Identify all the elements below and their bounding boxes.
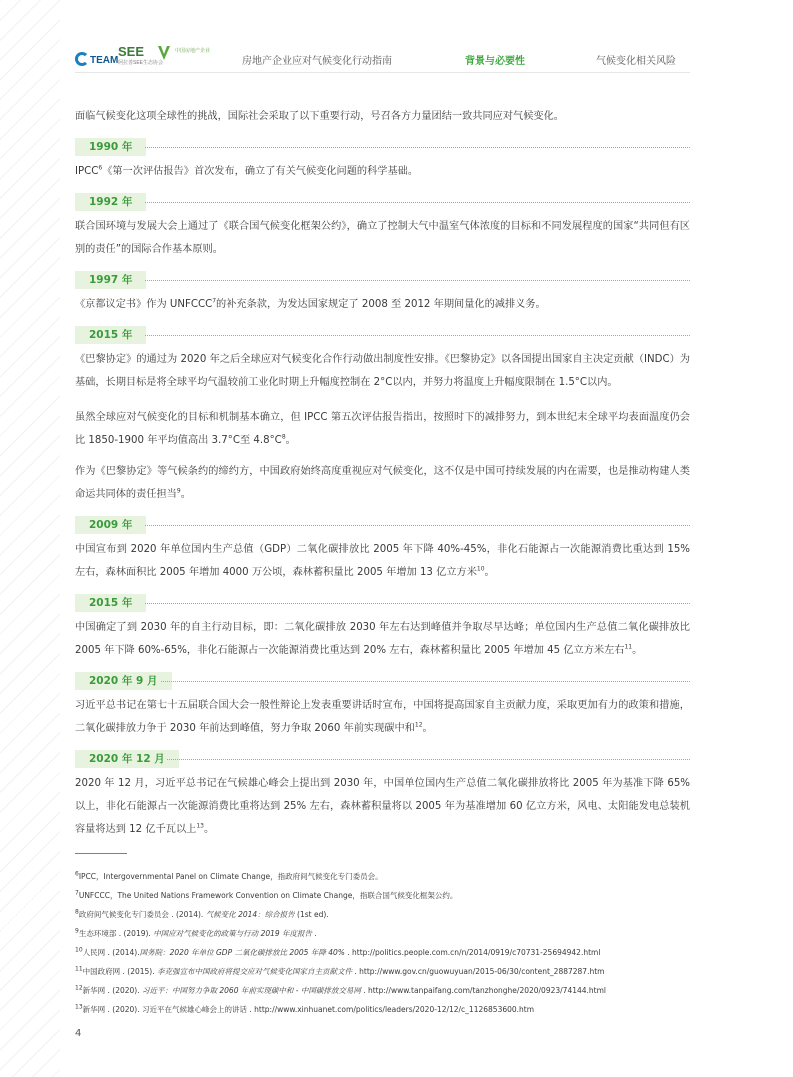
footnote-ref: 12	[414, 721, 423, 729]
decorative-stripes	[0, 0, 60, 1077]
dotted-divider	[145, 603, 690, 604]
footnote-ref: 9	[176, 487, 181, 495]
footnote-ref: 11	[624, 643, 633, 651]
event-text: 习近平总书记在第七十五届联合国大会一般性辩论上发表重要讲话时宣布，中国将提高国家自主贡献力度，采取更加有力的政策和措施，二氧化碳排放力争于 2030 年前达到峰值，努力争取 2060 年前实现碳中和$^{12}$。	[75, 700, 690, 734]
dotted-divider	[167, 759, 690, 760]
footnote-11[interactable]: $^{11}$中国政府网 . (2015). 李克强宣布中国政府将提交应对气候变化国家自主贡献文件 . http://www.gov.cn/guowuyuan/2015-06/30/content_2887287.htm	[75, 965, 605, 976]
footnotes	[75, 867, 715, 1019]
year-label: 2020 年 9 月	[75, 672, 172, 690]
dotted-divider	[145, 147, 690, 148]
footnote-ref: 8	[281, 433, 286, 441]
ipcc-paragraph: 虽然全球应对气候变化的目标和机制基本确立，但 IPCC 第五次评估报告指出，按照时下的减排努力，到本世纪末全球平均表面温度仍会比 1850-1900 年平均值高出 3.7°C至 $4.8^\circ C^8$。	[75, 412, 690, 446]
footnote-divider	[75, 853, 127, 854]
timeline-international	[75, 138, 690, 394]
intro-paragraph: 面临气候变化这项全球性的挑战，国际社会采取了以下重要行动，号召各方力量团结一致共同应对气候变化。	[75, 111, 564, 122]
year-header-1992	[75, 193, 690, 211]
year-header-1990	[75, 138, 690, 156]
year-header-2020-09	[75, 672, 690, 690]
dotted-divider	[145, 525, 690, 526]
dotted-divider	[145, 202, 690, 203]
see-logo-subtext: 阿拉善SEE生态协会	[118, 60, 164, 66]
v-logo-subtext: 中国房地产企业	[175, 48, 211, 54]
dotted-divider	[145, 280, 690, 281]
footnote-6: $^6$IPCC，Intergovernmental Panel on Climate Change，指政府间气候变化专门委员会。	[75, 870, 383, 881]
year-label: 2020 年 12 月	[75, 750, 179, 768]
footnote-ref: 10	[476, 565, 485, 573]
footnote-ref: 13	[196, 822, 204, 830]
cteam-logo-text: TEAM	[90, 55, 119, 66]
year-label: 2015 年	[75, 326, 146, 344]
year-label: 1992 年	[75, 193, 146, 211]
nav-climate-risk[interactable]: 气候变化相关风险	[596, 56, 676, 67]
dotted-divider	[145, 335, 690, 336]
header-divider	[75, 72, 690, 73]
event-text: 《京都议定书》作为 UNFCCC$^7$的补充条款，为发达国家规定了 2008 至 2012 年期间量化的减排义务。	[75, 297, 546, 310]
event-text: 联合国环境与发展大会上通过了《联合国气候变化框架公约》，确立了控制大气中温室气体浓度的目标和不同发展程度的国家“共同但有区别的责任”的国际合作基本原则。	[75, 221, 690, 255]
event-text: 中国确定了到 2030 年的自主行动目标，即：二氧化碳排放 2030 年左右达到峰值并争取尽早达峰；单位国内生产总值二氧化碳排放比 2005 年下降 60%-65%，非化石能源占一次能源消费比重达到 20% 左右，森林蓄积量比 2005 年增加 45 亿立方米左右$^{11}$。	[75, 622, 690, 656]
footnote-ref: 6	[98, 164, 103, 172]
year-header-1997	[75, 271, 690, 289]
cteam-logo	[75, 44, 118, 66]
main-content	[75, 105, 690, 841]
year-header-2020-12	[75, 750, 690, 768]
footnote-13[interactable]: $^{13}$新华网 . (2020). 习近平在气候雄心峰会上的讲话 . http://www.xinhuanet.com/politics/leaders/2020-12/12/c_1126853600.htm	[75, 1003, 535, 1014]
year-header-2015-china	[75, 594, 690, 612]
page-header	[0, 0, 793, 80]
event-text: 中国宣布到 2020 年单位国内生产总值（GDP）二氧化碳排放比 2005 年下降 40%-45%，非化石能源占一次能源消费比重达到 15% 左右，森林面积比 2005 年增加 4000 万公顷，森林蓄积量比 2005 年增加 13 亿立方米$^{10}$。	[75, 544, 690, 578]
footnote-7: $^7$UNFCCC，The United Nations Framework Convention on Climate Change，指联合国气候变化框架公约。	[75, 889, 458, 900]
footnote-9: $^9$生态环境部 . (2019). 中国应对气候变化的政策与行动 2019 年度报告 .	[75, 927, 317, 938]
year-label: 2009 年	[75, 516, 146, 534]
event-text: 《巴黎协定》的通过为 2020 年之后全球应对气候变化合作行动做出制度性安排。《巴黎协定》以各国提出国家自主决定贡献（INDC）为基础，长期目标是将全球平均气温较前工业化时期上升幅度控制在 2°C以内，并努力将温度上升幅度限制在 1.5°C以内。	[75, 354, 690, 388]
year-label: 1990 年	[75, 138, 146, 156]
see-logo-text: SEE	[118, 44, 145, 59]
footnote-12[interactable]: $^{12}$新华网 . (2020). 习近平：中国努力争取 2060 年前实现碳中和 - 中国碳排放交易网 . http://www.tanpaifang.com/tanzhonghe/2020/0923/74144.html	[75, 984, 606, 995]
footnote-8: $^8$政府间气候变化专门委员会 . (2014). 气候变化 2014：综合报告 (1st ed).	[75, 908, 329, 919]
cteam-c-icon	[75, 52, 89, 66]
event-text: IPCC$^6$《第一次评估报告》首次发布，确立了有关气候变化问题的科学基础。	[75, 164, 419, 177]
footnote-10[interactable]: $^{10}$人民网 . (2014).国务院：2020 年单位 GDP 二氧化碳排放比 2005 年降 40% . http://politics.people.com.cn/n/2014/0919/c70731-25694942.html	[75, 946, 601, 957]
year-header-2009	[75, 516, 690, 534]
timeline-china	[75, 516, 690, 841]
dotted-divider	[161, 681, 690, 682]
year-label: 2015 年	[75, 594, 146, 612]
nav-background[interactable]: 背景与必要性	[465, 56, 525, 67]
nav-guide-title[interactable]: 房地产企业应对气候变化行动指南	[242, 56, 392, 67]
v-logo-icon	[157, 45, 171, 61]
year-header-2015-paris	[75, 326, 690, 344]
china-paragraph: 作为《巴黎协定》等气候条约的缔约方，中国政府始终高度重视应对气候变化，这不仅是中国可持续发展的内在需要，也是推动构建人类命运共同体的责任担当$^9$。	[75, 466, 690, 500]
year-label: 1997 年	[75, 271, 146, 289]
footnote-ref: 7	[212, 297, 217, 305]
event-text: 2020 年 12 月，习近平总书记在气候雄心峰会上提出到 2030 年，中国单位国内生产总值二氧化碳排放将比 2005 年为基准下降 65% 以上，非化石能源占一次能源消费比重将达到 25% 左右，森林蓄积量将以 2005 年为基准增加 60 亿立方米，风电、太阳能发电总装机容量将达到 12 亿千瓦以上$^{13}$。	[75, 778, 690, 835]
page-number: 4	[75, 1028, 82, 1039]
